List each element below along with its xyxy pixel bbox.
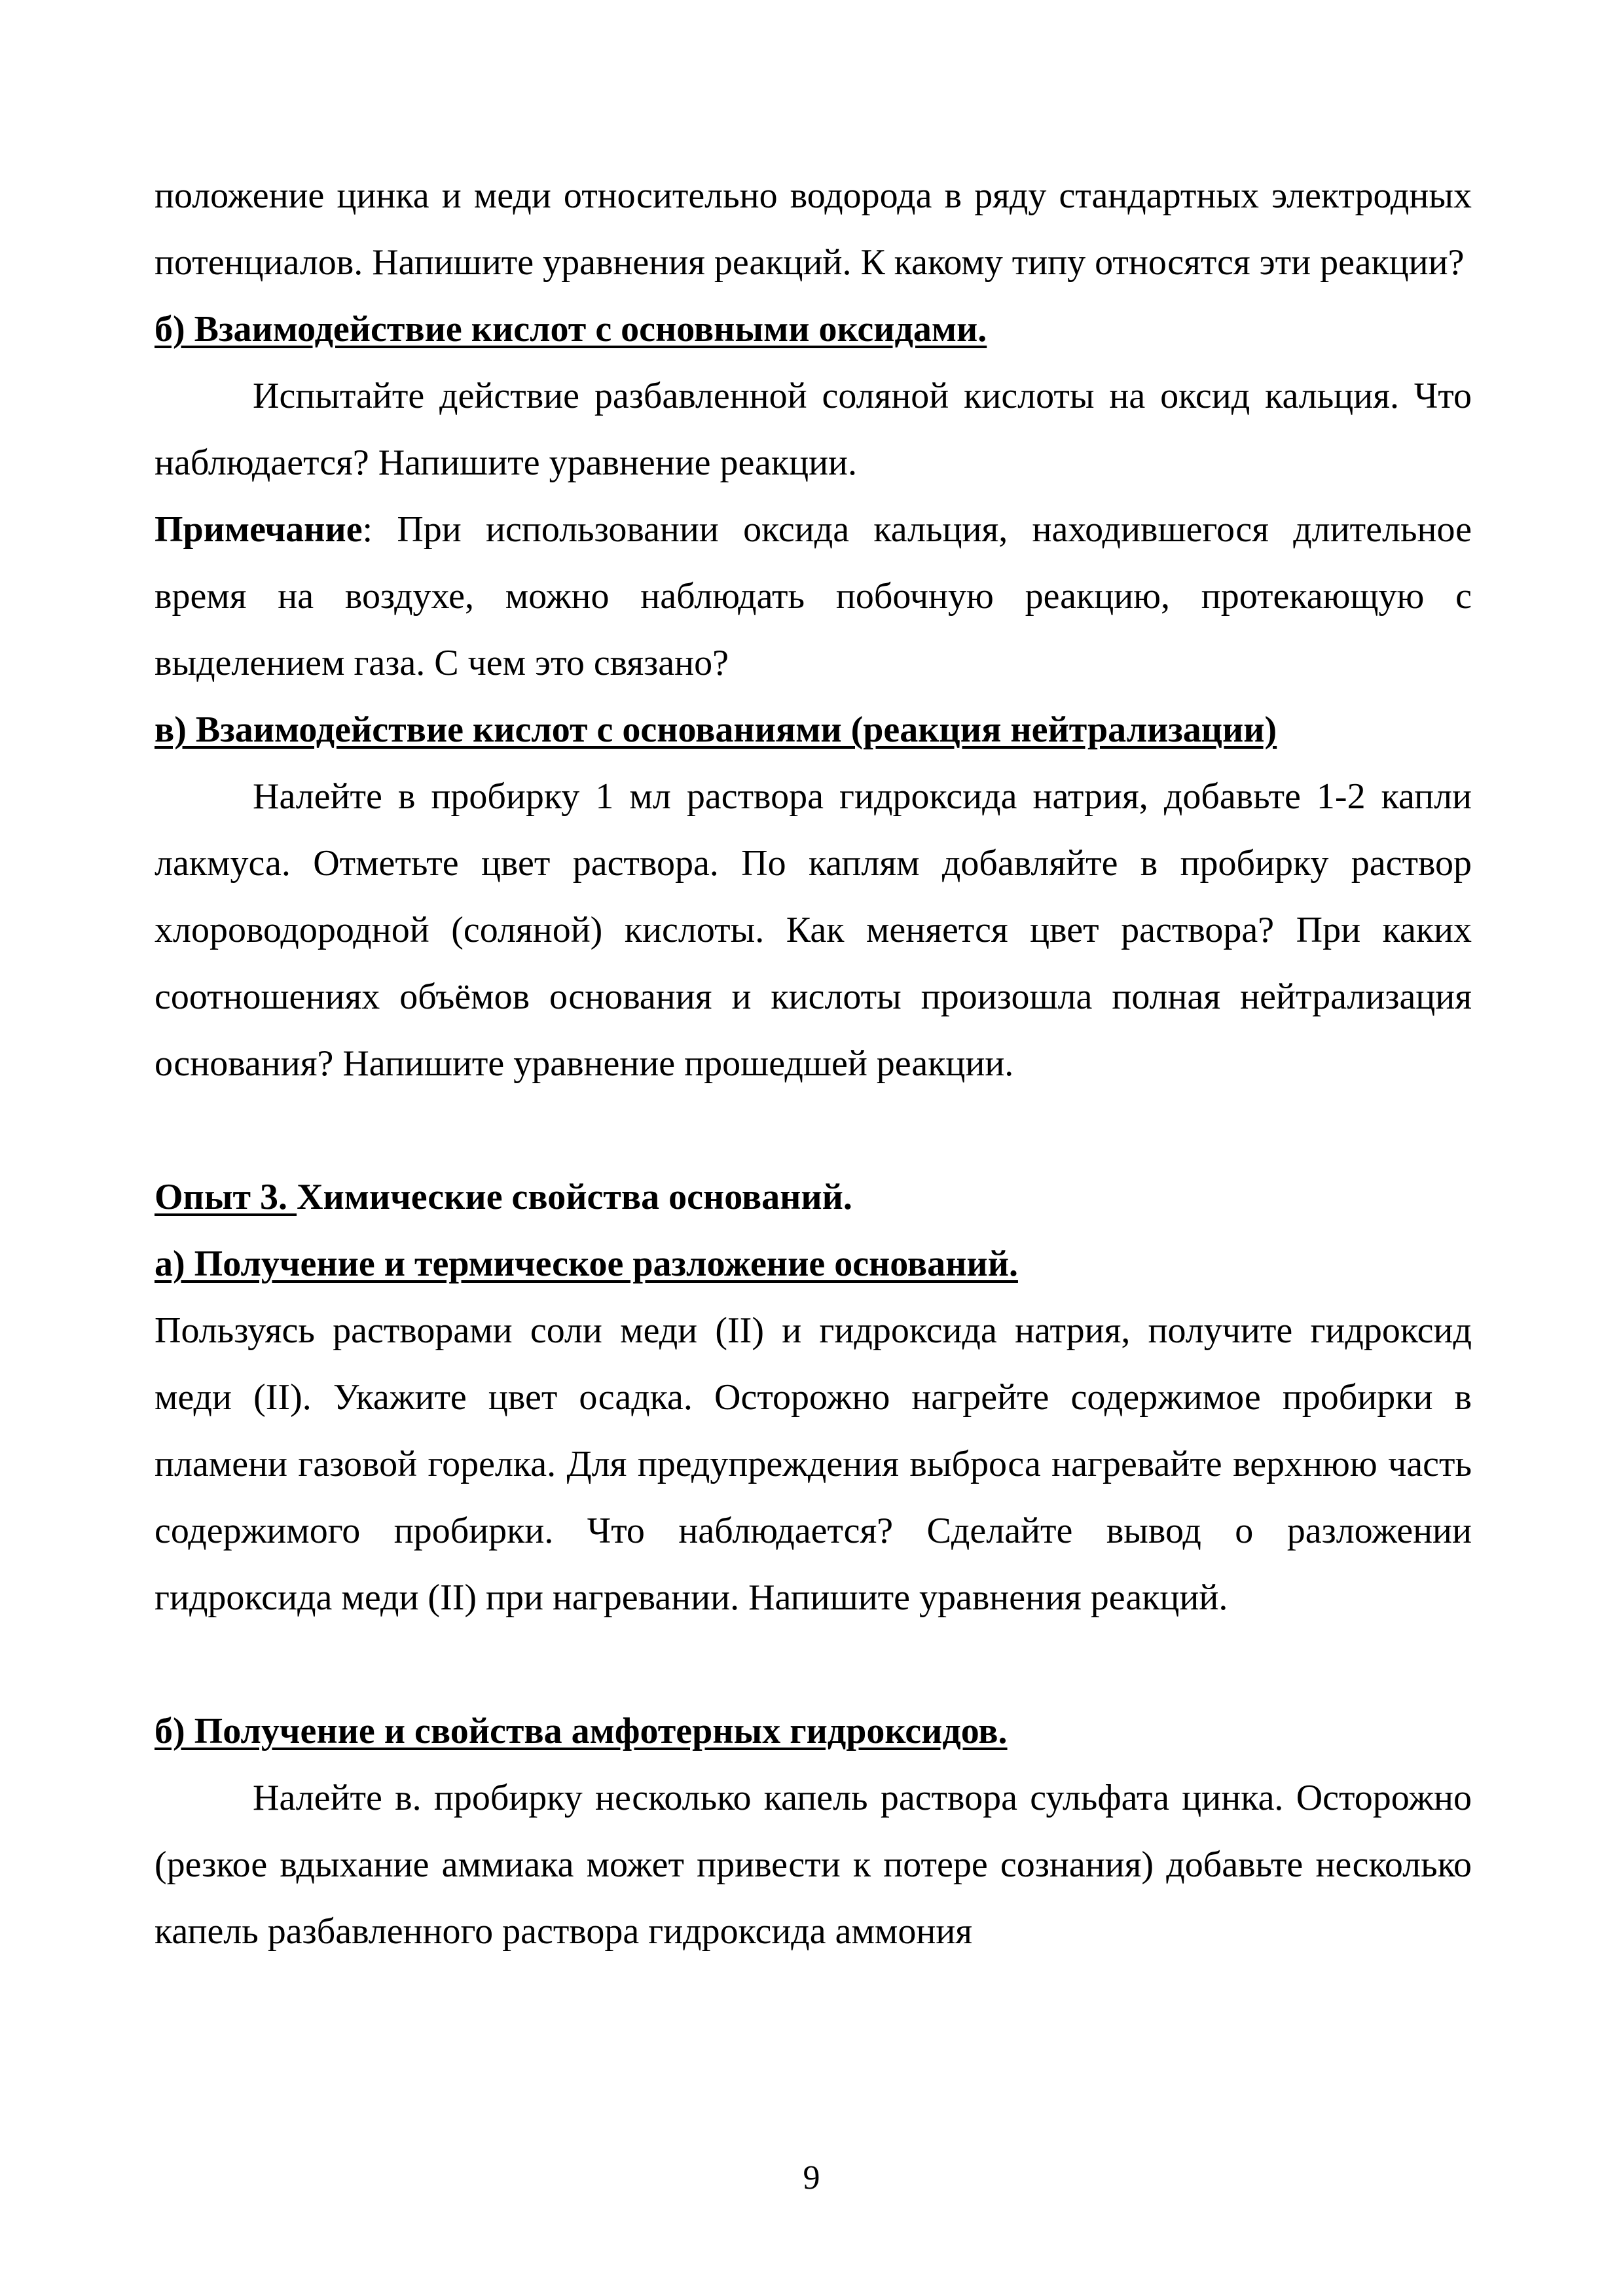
paragraph-b-amphoteric: Налейте в. пробирку несколько капель раствора сульфата цинка. Осторожно (резкое вдыхание аммиака может привести к потере сознания) добавьте несколько капель разбавленного раствора гидроксида аммония xyxy=(155,1778,1472,1952)
experiment-3-title: Химические свойства оснований. xyxy=(297,1177,852,1217)
heading-experiment-3 xyxy=(155,1164,1472,1230)
heading-a-decomposition: а) Получение и термическое разложение оснований. xyxy=(155,1244,1018,1284)
document-page xyxy=(155,162,1472,1965)
paragraph-a-decomposition: Пользуясь растворами соли меди (II) и гидроксида натрия, получите гидроксид меди (II). Укажите цвет осадка. Осторожно нагрейте содержимое пробирки в пламени газовой горелка. Для предупреждения выброса нагревайте верхнюю часть содержимого пробирки. Что наблюдается? Сделайте вывод о разложении гидроксида меди (II) при нагревании. Напишите уравнения реакций. xyxy=(155,1310,1472,1618)
spacer xyxy=(155,1631,1472,1698)
paragraph-b-oxides: Испытайте действие разбавленной соляной кислоты на оксид кальция. Что наблюдается? Напишите уравнение реакции. xyxy=(155,376,1472,483)
heading-v-neutralization: в) Взаимодействие кислот с основаниями (реакция нейтрализации) xyxy=(155,709,1277,750)
note-label: Примечание xyxy=(155,509,363,550)
spacer xyxy=(155,1097,1472,1164)
page-number: 9 xyxy=(803,2159,820,2197)
heading-b-oxides: б) Взаимодействие кислот с основными оксидами. xyxy=(155,309,987,350)
paragraph-note xyxy=(155,496,1472,696)
heading-b-amphoteric: б) Получение и свойства амфотерных гидроксидов. xyxy=(155,1711,1008,1751)
paragraph-v-neutralization: Налейте в пробирку 1 мл раствора гидроксида натрия, добавьте 1-2 капли лакмуса. Отметьте цвет раствора. По каплям добавляйте в пробирку раствор хлороводородной (соляной) кислоты. Как меняется цвет раствора? При каких соотношениях объёмов основания и кислоты произошла полная нейтрализация основания? Напишите уравнение прошедшей реакции. xyxy=(155,776,1472,1084)
paragraph-intro: положение цинка и меди относительно водорода в ряду стандартных электродных потенциалов. Напишите уравнения реакций. К какому типу относятся эти реакции? xyxy=(155,175,1472,283)
experiment-3-label: Опыт 3. xyxy=(155,1177,297,1217)
note-text: : При использовании оксида кальция, находившегося длительное время на воздухе, можно наблюдать побочную реакцию, протекающую с выделением газа. С чем это связано? xyxy=(155,509,1472,683)
